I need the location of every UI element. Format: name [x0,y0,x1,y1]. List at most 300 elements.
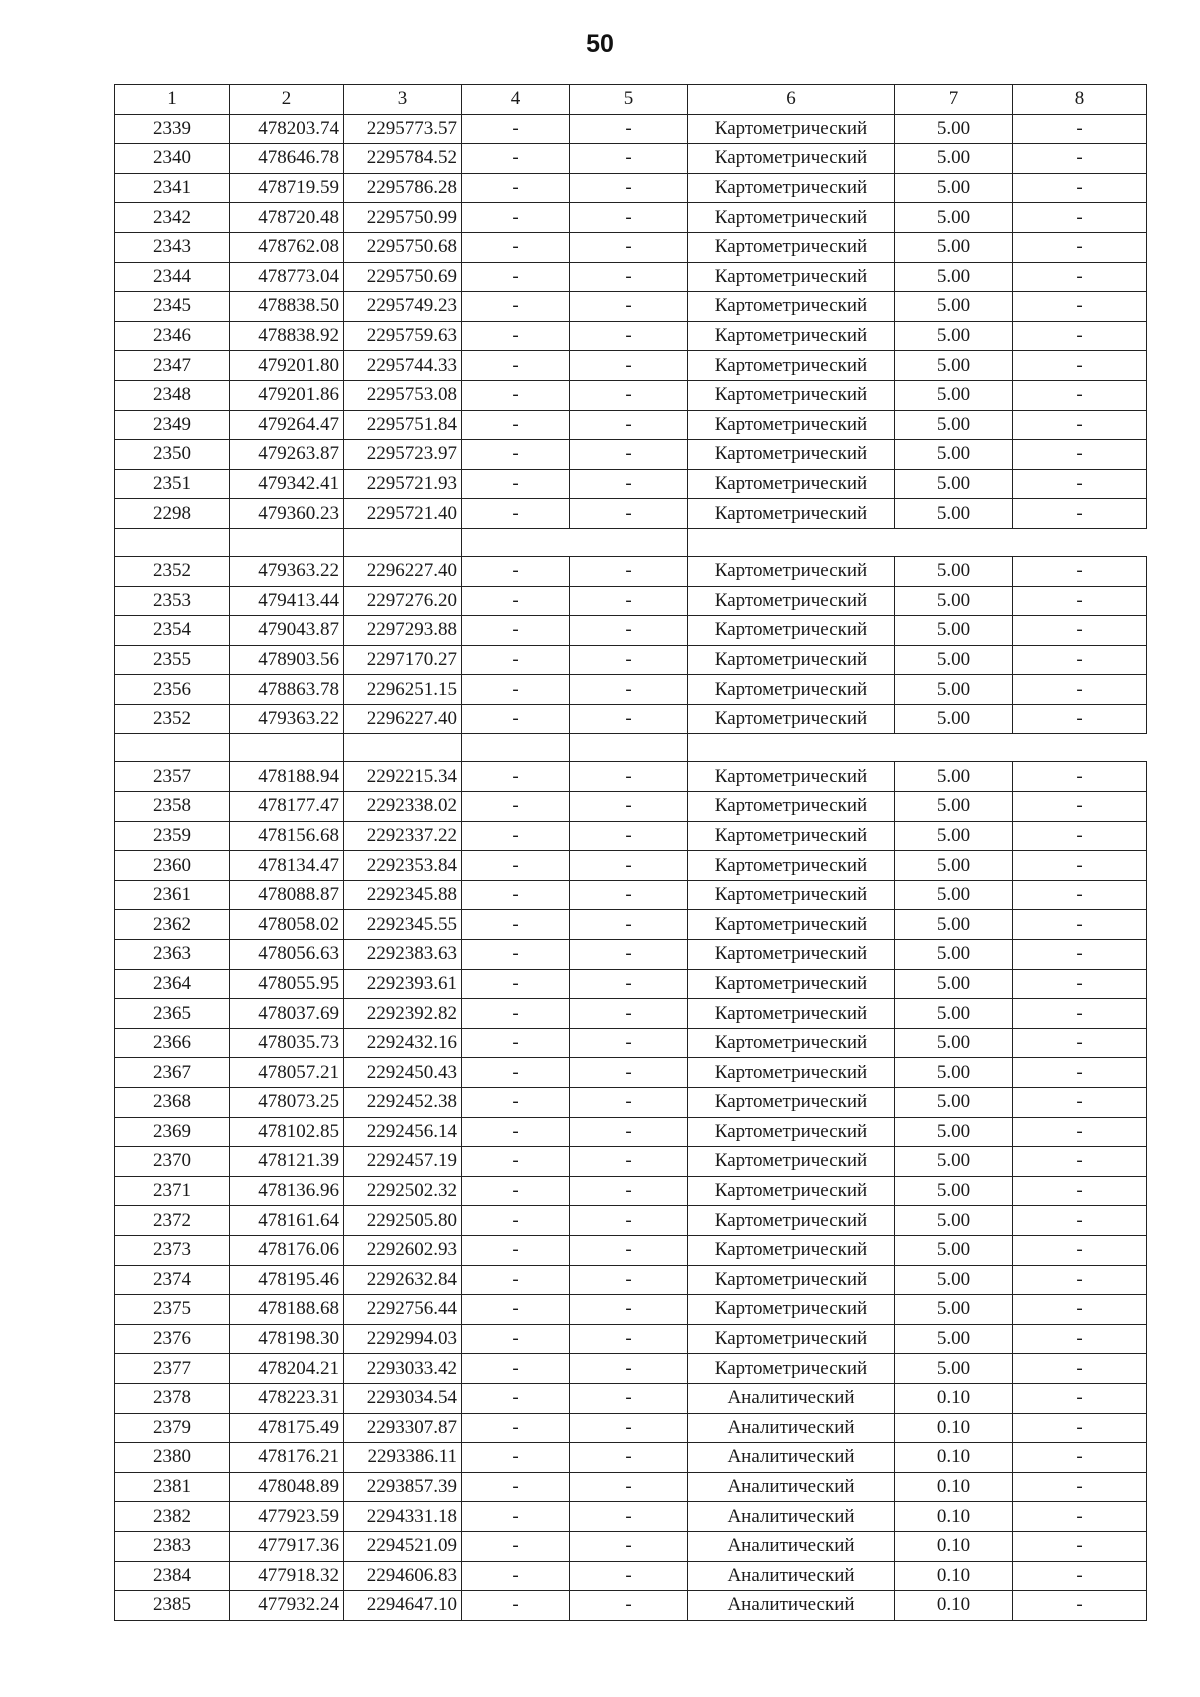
table-cell: 2357 [115,762,230,792]
table-row [115,292,1147,322]
table-cell: - [570,440,688,470]
table-cell: - [462,704,570,734]
separator-cell [462,734,570,762]
separator-cell [462,528,688,556]
table-cell: 2379 [115,1413,230,1443]
table-cell: - [462,645,570,675]
table-cell: - [570,704,688,734]
table-cell: - [570,821,688,851]
table-cell: - [570,1531,688,1561]
table-cell: 2363 [115,940,230,970]
table-cell: - [462,1176,570,1206]
table-cell: - [570,469,688,499]
table-cell: - [570,144,688,174]
table-cell: - [570,1443,688,1473]
table-cell: - [462,114,570,144]
table-cell: - [570,1265,688,1295]
table-cell: 0.10 [895,1383,1013,1413]
table-cell: 2348 [115,380,230,410]
table-cell: Картометрический [688,999,895,1029]
table-cell: Картометрический [688,940,895,970]
table-cell: - [462,173,570,203]
table-cell: - [462,1088,570,1118]
table-cell: 477932.24 [230,1591,344,1621]
table-cell: 478175.49 [230,1413,344,1443]
table-cell: 2339 [115,114,230,144]
table-cell: 478035.73 [230,1028,344,1058]
table-row [115,1324,1147,1354]
table-cell: - [1013,675,1147,705]
table-cell: 478073.25 [230,1088,344,1118]
table-cell: 5.00 [895,1058,1013,1088]
table-cell: - [570,410,688,440]
table-cell: Картометрический [688,232,895,262]
table-cell: Картометрический [688,351,895,381]
table-cell: 2351 [115,469,230,499]
table-row [115,675,1147,705]
table-cell: - [570,851,688,881]
table-cell: 2376 [115,1324,230,1354]
table-row [115,410,1147,440]
table-cell: Картометрический [688,1295,895,1325]
table-cell: - [1013,851,1147,881]
table-cell: - [1013,1058,1147,1088]
table-cell: Картометрический [688,851,895,881]
table-row [115,351,1147,381]
table-cell: - [1013,1295,1147,1325]
table-row [115,203,1147,233]
table-cell: 0.10 [895,1502,1013,1532]
table-cell: - [462,1117,570,1147]
table-cell: - [570,880,688,910]
table-cell: 2377 [115,1354,230,1384]
table-cell: - [462,880,570,910]
table-cell: - [1013,440,1147,470]
table-cell: 5.00 [895,1028,1013,1058]
table-cell: Картометрический [688,762,895,792]
table-cell: Аналитический [688,1383,895,1413]
table-cell: - [1013,1472,1147,1502]
table-cell: 478161.64 [230,1206,344,1236]
table-row [115,999,1147,1029]
table-cell: Картометрический [688,1206,895,1236]
table-row [115,616,1147,646]
table-cell: - [1013,792,1147,822]
table-row [115,321,1147,351]
separator-cell [230,528,344,556]
table-cell: 5.00 [895,1176,1013,1206]
table-cell: 5.00 [895,1088,1013,1118]
page-number: 50 [586,30,614,58]
table-cell: Картометрический [688,144,895,174]
table-cell: - [1013,969,1147,999]
table-row [115,940,1147,970]
table-cell: 2355 [115,645,230,675]
table-cell: - [462,380,570,410]
table-cell: - [462,1206,570,1236]
table-row [115,144,1147,174]
table-cell: 2350 [115,440,230,470]
table-cell: 2292632.84 [344,1265,462,1295]
table-cell: 2296251.15 [344,675,462,705]
table-cell: - [1013,1531,1147,1561]
table-row [115,851,1147,881]
table-cell: 2295759.63 [344,321,462,351]
separator-cell [230,734,344,762]
table-cell: 478121.39 [230,1147,344,1177]
table-cell: Картометрический [688,586,895,616]
table-cell: 477923.59 [230,1502,344,1532]
table-cell: 5.00 [895,645,1013,675]
table-cell: 2340 [115,144,230,174]
table-cell: - [1013,351,1147,381]
table-cell: - [462,469,570,499]
table-cell: 2292756.44 [344,1295,462,1325]
table-cell: 5.00 [895,114,1013,144]
table-cell: - [462,556,570,586]
table-cell: 2295773.57 [344,114,462,144]
table-row [115,821,1147,851]
header-cell: 2 [230,85,344,115]
table-row [115,1265,1147,1295]
table-cell: Картометрический [688,704,895,734]
table-cell: - [462,1531,570,1561]
table-cell: 478056.63 [230,940,344,970]
table-cell: 2372 [115,1206,230,1236]
table-cell: - [570,616,688,646]
table-cell: - [462,969,570,999]
table-cell: 2294331.18 [344,1502,462,1532]
table-cell: 5.00 [895,410,1013,440]
table-cell: - [462,910,570,940]
table-cell: 2353 [115,586,230,616]
table-cell: 5.00 [895,999,1013,1029]
table-cell: - [1013,203,1147,233]
table-row [115,792,1147,822]
table-cell: 2292383.63 [344,940,462,970]
table-cell: 2292452.38 [344,1088,462,1118]
table-cell: - [570,675,688,705]
table-cell: Картометрический [688,556,895,586]
table-cell: 2359 [115,821,230,851]
header-cell: 8 [1013,85,1147,115]
table-cell: 2296227.40 [344,556,462,586]
table-cell: Картометрический [688,880,895,910]
table-cell: - [462,940,570,970]
table-row [115,1295,1147,1325]
table-cell: 2292505.80 [344,1206,462,1236]
table-cell: 478177.47 [230,792,344,822]
table-cell: 2374 [115,1265,230,1295]
table-cell: - [570,792,688,822]
table-cell: - [570,556,688,586]
separator-cell [115,734,230,762]
table-cell: 478037.69 [230,999,344,1029]
table-cell: - [570,1206,688,1236]
table-cell: 2292450.43 [344,1058,462,1088]
table-cell: - [570,1088,688,1118]
table-cell: Картометрический [688,114,895,144]
table-row [115,704,1147,734]
table-cell: - [570,351,688,381]
table-cell: Картометрический [688,1176,895,1206]
table-cell: 478088.87 [230,880,344,910]
table-cell: - [462,1147,570,1177]
table-cell: 478198.30 [230,1324,344,1354]
table-cell: - [462,232,570,262]
table-cell: 2298 [115,499,230,529]
table-cell: 478057.21 [230,1058,344,1088]
table-cell: 5.00 [895,440,1013,470]
table-cell: - [570,262,688,292]
table-cell: 0.10 [895,1443,1013,1473]
header-cell: 7 [895,85,1013,115]
table-cell: Картометрический [688,792,895,822]
table-cell: 2342 [115,203,230,233]
table-cell: 2358 [115,792,230,822]
table-cell: - [1013,616,1147,646]
table-row [115,1206,1147,1236]
table-cell: - [1013,1028,1147,1058]
table-cell: 2292602.93 [344,1235,462,1265]
table-cell: 479342.41 [230,469,344,499]
table-cell: 5.00 [895,792,1013,822]
table-cell: - [1013,321,1147,351]
table-cell: 2297170.27 [344,645,462,675]
table-cell: 2295753.08 [344,380,462,410]
table-cell: Картометрический [688,173,895,203]
table-cell: Картометрический [688,262,895,292]
table-cell: - [1013,556,1147,586]
table-cell: 5.00 [895,851,1013,881]
table-cell: - [1013,762,1147,792]
table-row [115,1502,1147,1532]
table-cell: Картометрический [688,675,895,705]
table-cell: Картометрический [688,1058,895,1088]
coordinates-table-body [115,85,1147,1621]
table-cell: 479363.22 [230,704,344,734]
header-cell: 4 [462,85,570,115]
table-cell: - [1013,1176,1147,1206]
table-cell: - [1013,292,1147,322]
table-cell: - [462,321,570,351]
table-cell: 478223.31 [230,1383,344,1413]
table-cell: Картометрический [688,969,895,999]
table-cell: 5.00 [895,821,1013,851]
table-cell: 2375 [115,1295,230,1325]
table-row [115,1472,1147,1502]
table-cell: - [570,1413,688,1443]
table-cell: Аналитический [688,1413,895,1443]
table-cell: - [570,1591,688,1621]
table-cell: - [570,1147,688,1177]
table-row [115,556,1147,586]
table-cell: - [462,1591,570,1621]
table-cell: Картометрический [688,469,895,499]
table-cell: 2292345.55 [344,910,462,940]
table-cell: - [570,1176,688,1206]
table-cell: Картометрический [688,1088,895,1118]
separator-cell [344,734,462,762]
header-cell: 5 [570,85,688,115]
table-cell: 2295744.33 [344,351,462,381]
table-cell: 2296227.40 [344,704,462,734]
table-cell: - [1013,469,1147,499]
table-cell: 2343 [115,232,230,262]
table-cell: 2344 [115,262,230,292]
table-cell: 2383 [115,1531,230,1561]
table-cell: 2352 [115,704,230,734]
table-cell: - [1013,144,1147,174]
table-cell: - [570,1561,688,1591]
table-cell: Картометрический [688,380,895,410]
table-cell: - [570,499,688,529]
table-cell: 478134.47 [230,851,344,881]
table-cell: 2295723.97 [344,440,462,470]
table-cell: 2292456.14 [344,1117,462,1147]
table-cell: 2292345.88 [344,880,462,910]
table-cell: 2364 [115,969,230,999]
table-cell: Картометрический [688,1147,895,1177]
table-cell: 2384 [115,1561,230,1591]
table-cell: 2378 [115,1383,230,1413]
table-cell: 2352 [115,556,230,586]
table-cell: Картометрический [688,321,895,351]
table-row [115,1591,1147,1621]
table-cell: Картометрический [688,1117,895,1147]
table-cell: 2346 [115,321,230,351]
table-cell: 478773.04 [230,262,344,292]
table-cell: - [1013,1354,1147,1384]
table-cell: 2354 [115,616,230,646]
table-cell: 0.10 [895,1413,1013,1443]
table-cell: - [1013,380,1147,410]
table-row [115,880,1147,910]
table-cell: Картометрический [688,499,895,529]
table-cell: - [462,821,570,851]
table-cell: 0.10 [895,1561,1013,1591]
table-cell: - [1013,1117,1147,1147]
table-cell: - [1013,114,1147,144]
table-row [115,586,1147,616]
table-cell: - [462,675,570,705]
table-cell: 2293033.42 [344,1354,462,1384]
table-cell: 2293034.54 [344,1383,462,1413]
table-cell: 2292457.19 [344,1147,462,1177]
table-cell: Аналитический [688,1443,895,1473]
table-cell: 5.00 [895,1295,1013,1325]
table-cell: 5.00 [895,262,1013,292]
table-cell: - [570,1058,688,1088]
table-cell: 2382 [115,1502,230,1532]
table-row [115,469,1147,499]
table-cell: 2361 [115,880,230,910]
table-cell: - [570,1502,688,1532]
table-cell: 2381 [115,1472,230,1502]
table-cell: 2292353.84 [344,851,462,881]
table-cell: 2292393.61 [344,969,462,999]
header-cell: 1 [115,85,230,115]
table-cell: - [1013,1591,1147,1621]
table-cell: - [462,792,570,822]
table-cell: 478762.08 [230,232,344,262]
table-cell: 2292337.22 [344,821,462,851]
table-cell: 2362 [115,910,230,940]
table-cell: - [462,1028,570,1058]
table-cell: 5.00 [895,1265,1013,1295]
table-cell: 479360.23 [230,499,344,529]
table-row [115,114,1147,144]
table-cell: 2370 [115,1147,230,1177]
table-cell: 5.00 [895,556,1013,586]
table-cell: - [1013,910,1147,940]
table-row [115,910,1147,940]
table-cell: 478646.78 [230,144,344,174]
table-cell: 478188.68 [230,1295,344,1325]
table-cell: Картометрический [688,1028,895,1058]
table-row [115,1531,1147,1561]
table-cell: Картометрический [688,1235,895,1265]
table-cell: 5.00 [895,1206,1013,1236]
table-cell: Картометрический [688,292,895,322]
table-cell: 2365 [115,999,230,1029]
table-cell: - [570,940,688,970]
table-cell: 2367 [115,1058,230,1088]
table-cell: 5.00 [895,880,1013,910]
table-cell: Картометрический [688,440,895,470]
table-cell: 5.00 [895,469,1013,499]
table-row [115,1354,1147,1384]
table-cell: - [462,440,570,470]
table-cell: 5.00 [895,144,1013,174]
table-cell: Аналитический [688,1531,895,1561]
table-cell: - [570,969,688,999]
table-cell: Аналитический [688,1502,895,1532]
table-cell: Картометрический [688,1265,895,1295]
table-cell: 5.00 [895,232,1013,262]
table-cell: - [462,262,570,292]
table-cell: 2295751.84 [344,410,462,440]
table-cell: 2295750.99 [344,203,462,233]
table-cell: 478838.92 [230,321,344,351]
table-cell: 479264.47 [230,410,344,440]
table-cell: 2371 [115,1176,230,1206]
table-cell: - [462,851,570,881]
table-cell: - [570,1117,688,1147]
table-row [115,1235,1147,1265]
table-cell: Аналитический [688,1591,895,1621]
table-row [115,1117,1147,1147]
table-cell: - [462,292,570,322]
table-cell: 5.00 [895,380,1013,410]
table-cell: 479363.22 [230,556,344,586]
table-cell: Картометрический [688,203,895,233]
table-row [115,1147,1147,1177]
table-cell: 5.00 [895,586,1013,616]
table-cell: 478176.21 [230,1443,344,1473]
table-cell: 2295750.69 [344,262,462,292]
table-cell: - [1013,1443,1147,1473]
table-cell: - [570,999,688,1029]
table-cell: 5.00 [895,1235,1013,1265]
table-cell: 2345 [115,292,230,322]
table-cell: 5.00 [895,704,1013,734]
table-cell: 2297293.88 [344,616,462,646]
table-cell: 5.00 [895,499,1013,529]
table-cell: 2366 [115,1028,230,1058]
table-cell: - [1013,645,1147,675]
table-cell: 2295721.40 [344,499,462,529]
